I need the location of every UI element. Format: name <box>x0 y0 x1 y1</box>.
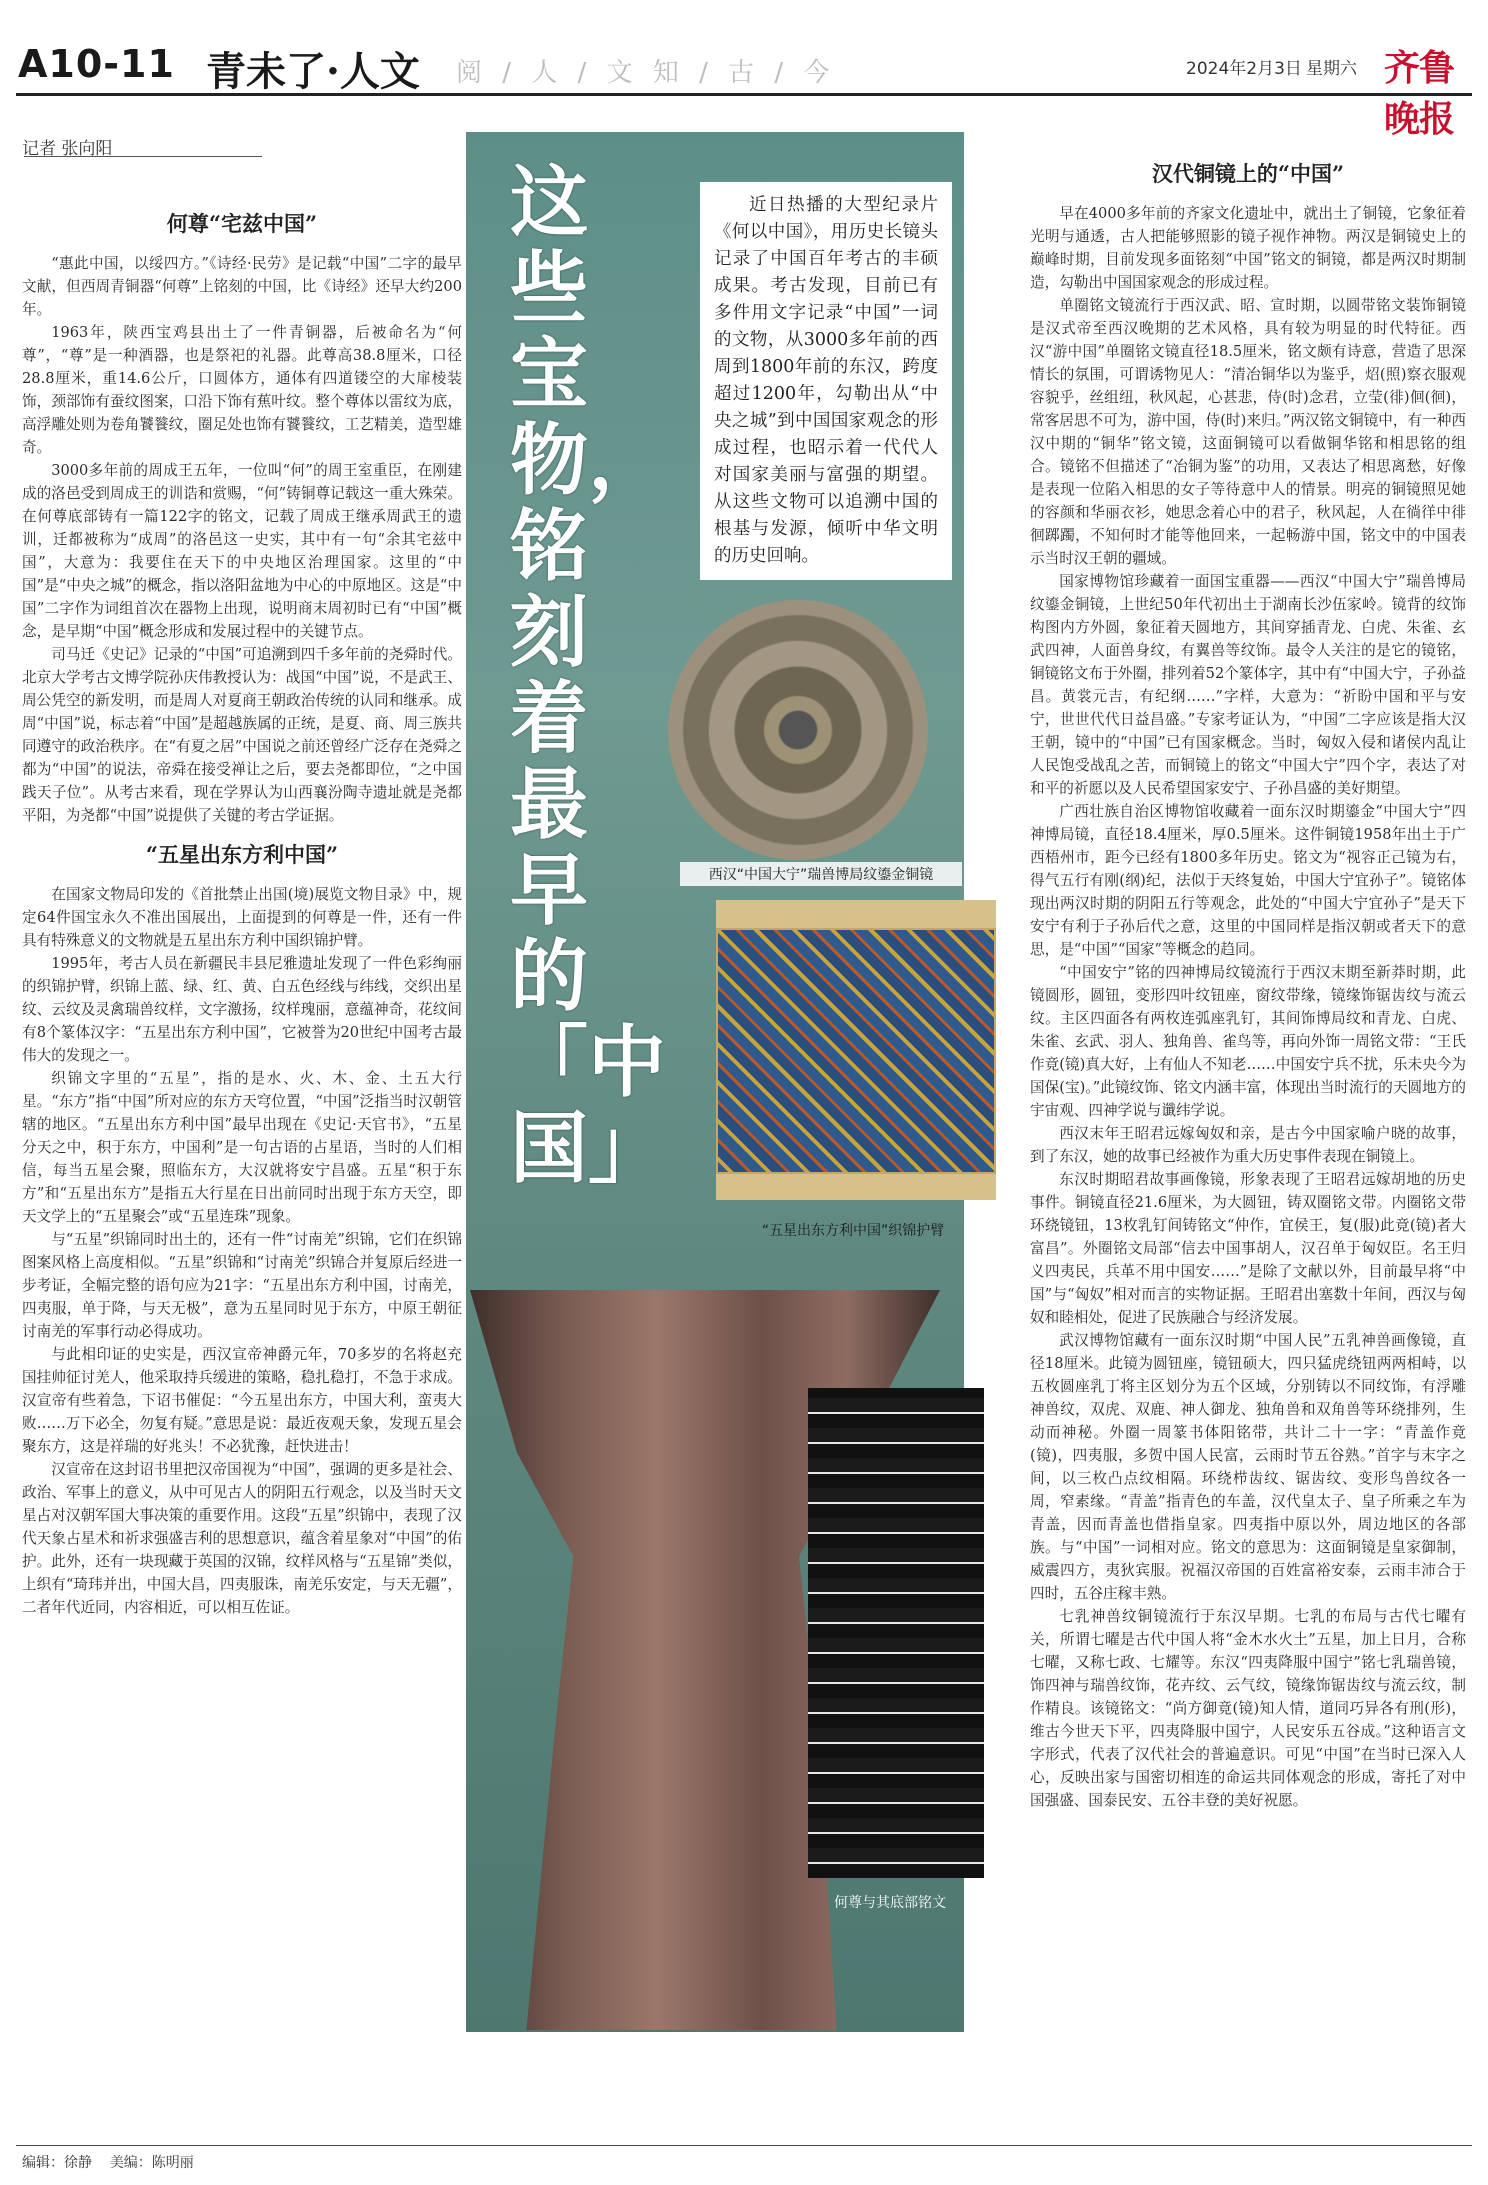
reporter-byline: 记者 张向阳 <box>22 139 113 159</box>
masthead <box>16 38 1472 140</box>
article-paragraph: 1995年，考古人员在新疆民丰县尼雅遗址发现了一件色彩绚丽的织锦护臂，织锦上蓝、绿、红、黄、白五色经线与纬线，交织出星纹、云纹及灵禽瑞兽纹样，文字激扬，纹样瑰丽，意蕴神奇，花纹间有8个篆体汉字：“五星出东方利中国”，它被誉为20世纪中国考古最伟大的发现之一。 <box>22 955 462 1064</box>
newspaper-logo[interactable]: 齐鲁晚报 <box>1384 47 1455 140</box>
article-paragraph: 织锦文字里的“五星”，指的是水、火、木、金、土五大行星。“东方”指“中国”所对应的东方天穹位置，“中国”泛指当时汉朝管辖的地区。“五星出东方利中国”最早出现在《史记·天官书》，“五星分天之中，积于东方，中国利”是一句古语的占星语，当时的人们相信，每当五星会聚，照临东方，大汉就将安宁昌盛。五星“积于东方”和“五星出东方”是指五大行星在日出前同时出现于东方天空，即天文学上的“五星聚会”或“五星连珠”现象。 <box>22 1070 462 1225</box>
subhead-five-stars: “五星出东方利中国” <box>145 842 339 867</box>
rubbing-caption: 何尊与其底部铭文 <box>834 1895 946 1911</box>
article-paragraph: 汉宣帝在这封诏书里把汉帝国视为“中国”，强调的更多是社会、政治、军事上的意义，从中可见古人的阴阳五行观念，以及当时天文星占对汉朝军国大事决策的重要作用。这段“五星”织锦中，表现了汉代天象占星术和祈求强盛吉利的思想意识，蕴含着星象对“中国”的佑护。此外，还有一块现藏于英国的汉锦，纹样风格与“五星锦”类似，上织有“琦玮并出，中国大昌，四夷服诛，南羌乐安定，与天无疆”，二者年代近同，内容相近，可以相互佐证。 <box>22 1461 462 1616</box>
section-title: 青未了·人文 <box>206 48 420 95</box>
mirror-caption: 西汉“中国大宁”瑞兽博局纹鎏金铜镜 <box>680 862 962 886</box>
article-paragraph: 西汉末年王昭君远嫁匈奴和亲，是古今中国家喻户晓的故事，到了东汉，她的故事已经被作为重大历史事件表现在铜镜上。 <box>1030 1125 1466 1165</box>
intro-box: 近日热播的大型纪录片《何以中国》，用历史长镜头记录了中国百年考古的丰硕成果。考古发现，目前已有多件用文字记录“中国”一词的文物，从3000多年前的西周到1800年前的东汉，跨度超过1200年，勾勒出从“中央之城”到中国国家观念的形成过程，也昭示着一代代人对国家美丽与富强的期望。从这些文物可以追溯中国的根基与发源，倾听中华文明的历史回响。 <box>700 182 952 580</box>
article-paragraph: “中国安宁”铭的四神博局纹镜流行于西汉末期至新莽时期，此镜圆形，圆钮，变形四叶纹钮座，窗纹带缘，镜缘饰锯齿纹与流云纹。主区四面各有两枚连弧座乳钉，其间饰博局纹和青龙、白虎、朱雀、玄武、羽人、独角兽、雀鸟等，再向外饰一周铭文带：“王氏作竟(镜)真大好，上有仙人不知老……中国安宁兵不扰，乐未央今为国保(宝)。”此镜纹饰、铭文内涵丰富，体现出当时流行的天圆地方的宇宙观、四神学说与谶纬学说。 <box>1030 964 1466 1119</box>
subhead-han-mirrors: 汉代铜镜上的“中国” <box>1151 161 1345 186</box>
textile-caption: “五星出东方利中国”织锦护臂 <box>761 1223 945 1239</box>
article-paragraph: 单圈铭文镜流行于西汉武、昭、宣时期，以圆带铭文装饰铜镜是汉式帝至西汉晚期的艺术风格，具有较为明显的时代特征。西汉“游中国”单圈铭文镜直径18.5厘米，铭文颇有诗意，营造了思深情长的氛围，可谓诱物见人：“清冶铜华以为鉴乎，炤(照)察衣服观容貌乎，丝组纽，秋风起，心甚悲，侍(时)念君，立莹(徘)佪(徊)，常客居思不可为，游中国，侍(时)来归。”两汉铭文铜镜中，有一种西汉中期的“铜华”铭文镜，这面铜镜可以看做铜华铭和相思铭的组合。镜铭不但描述了“冶铜为鉴”的功用，又表达了相思离愁，好像是表现一位陷入相思的女子等待意中人的情景。明亮的铜镜照见她的容颜和华丽衣衫，她思念着心中的君子，秋风起，人在徜徉中徘徊踯躅，不知何时才能等他回来，一起畅游中国，铭文中的中国表示当时汉王朝的疆域。 <box>1030 297 1466 567</box>
article-paragraph: “惠此中国，以绥四方。”《诗经·民劳》是记载“中国”二字的最早文献，但西周青铜器“何尊”上铭刻的中国，比《诗经》还早大约200年。 <box>22 255 462 318</box>
article-paragraph: 在国家文物局印发的《首批禁止出国(境)展览文物目录》中，规定64件国宝永久不准出国展出，上面提到的何尊是一件，还有一件具有特殊意义的文物就是五星出东方利中国织锦护臂。 <box>22 886 462 949</box>
subhead-he-zun: 何尊“宅兹中国” <box>166 211 318 236</box>
right-column <box>1030 146 1466 1812</box>
editor-credit: 编辑：徐静 <box>22 2155 92 2171</box>
article-paragraph: 3000多年前的周成王五年，一位叫“何”的周王室重臣，在刚建成的洛邑受到周成王的训诰和赏赐，“何”铸铜尊记载这一重大殊荣。在何尊底部铸有一篇122字的铭文，记载了周成王继承周武王的遗训，迁都被称为“成周”的洛邑这一史实，其中有一句“余其宅兹中国”，大意为：我要住在天下的中央地区治理国家。这里的“中国”是“中央之城”的概念，指以洛阳盆地为中心的中原地区。这是“中国”二字作为词组首次在器物上出现，说明商末周初时已有“中国”概念，是早期“中国”概念形成和发展过程中的关键节点。 <box>22 462 462 640</box>
section-tagline: 阅 / 人 / 文 知 / 古 / 今 <box>456 58 836 88</box>
article-paragraph: 与此相印证的史实是，西汉宣帝神爵元年，70多岁的名将赵充国挂帅征讨羌人，他采取持兵缓进的策略，稳扎稳打，不急于求成。汉宣帝有些着急，下诏书催促：“今五星出东方，中国大利，蛮夷大败……万下必全，勿复有疑。”意思是说：最近夜观天象，发现五星会聚东方，这是祥瑞的好兆头！不必犹豫，赶快进击！ <box>22 1346 462 1455</box>
article-paragraph: 广西壮族自治区博物馆收藏着一面东汉时期鎏金“中国大宁”四神博局镜，直径18.4厘米，厚0.5厘米。这件铜镜1958年出土于广西梧州市，距今已经有1800多年历史。铭文为“视容正己镜为右，得气五行有刚(纲)纪，法似于天终复始，中国大宁宜孙子”。镜铭体现出两汉时期的阴阳五行等观念，此处的“中国大宁宜孙子”是天下安宁有利于子孙后代之意，这里的中国同样是指汉朝或者天下的意思，是“中国”“国家”等概念的趋同。 <box>1030 803 1466 958</box>
bronze-mirror-photo <box>668 600 928 860</box>
issue-date: 2024年2月3日 <box>1186 59 1302 79</box>
page-number: A10-11 <box>18 42 175 86</box>
footer-rule <box>16 2145 1472 2146</box>
designer-credit: 美编：陈明丽 <box>109 2155 194 2171</box>
article-paragraph: 国家博物馆珍藏着一面国宝重器——西汉“中国大宁”瑞兽博局纹鎏金铜镜，上世纪50年代初出土于湖南长沙伍家岭。镜背的纹饰构图内方外圆，象征着天圆地方，其间穿插青龙、白虎、朱雀、玄武四神，人面兽身纹，有翼兽等纹饰。最令人关注的是它的镜铭，铜镜铭文布于外圈，排列着52个篆体字，其中有“中国大宁，子孙益昌。黄裳元吉，有纪纲……”字样，大意为：“祈盼中国和平与安宁，世世代代日益昌盛。”专家考证认为，“中国”二字应该是指大汉王朝，镜中的“中国”已有国家概念。当时，匈奴入侵和诸侯内乱让人民饱受战乱之苦，而铜镜上的铭文“中国大宁”四个字，表达了对和平的祈愿以及人民希望国家安宁、子孙昌盛的美好期望。 <box>1030 573 1466 797</box>
inscription-rubbing-photo <box>808 1388 984 1878</box>
article-paragraph: 七乳神兽纹铜镜流行于东汉早期。七乳的布局与古代七曜有关，所谓七曜是古代中国人将“金木水火土”五星，加上日月，合称七曜，又称七政、七耀等。东汉“四夷降服中国宁”铭七乳瑞兽镜，饰四神与瑞兽纹饰，花卉纹、云气纹，镜缘饰锯齿纹与流云纹，制作精良。该镜铭文：“尚方御竟(镜)知人情，道同巧异各有刑(形)，维古今世天下平，四夷降服中国宁，人民安乐五谷成。”这种语言文字形式，代表了汉代社会的普遍意识。可见“中国”在当时已深入人心，反映出家与国密切相连的命运共同体观念的形成，寄托了对中国强盛、国泰民安、五谷丰登的美好祝愿。 <box>1030 1608 1466 1809</box>
article-paragraph: 1963年，陕西宝鸡县出土了一件青铜器，后被命名为“何尊”，“尊”是一种酒器，也是祭祀的礼器。此尊高38.8厘米，口径28.8厘米，重14.6公斤，口圆体方，通体有四道镂空的大扉棱装饰，颈部饰有蚕纹图案，口沿下饰有蕉叶纹。整个尊体以雷纹为底，高浮雕处则为卷角饕餮纹，圈足处也饰有饕餮纹，工艺精美，造型雄奇。 <box>22 324 462 456</box>
article-paragraph: 武汉博物馆藏有一面东汉时期“中国人民”五乳神兽画像镜，直径18厘米。此镜为圆钮座，镜钮硕大，四只猛虎绕钮两两相峙，以五枚圆座乳丁将主区划分为五个区域，分别铸以不同纹饰，有浮雕神兽纹，双虎、双鹿、神人御龙、独角兽和双角兽等环绕排列，生动而神秘。外圈一周篆书体阳铭带，共计二十一字：“青盖作竟(镜)，四夷服，多贺中国人民富，云雨时节五谷熟。”首字与末字之间，以三枚凸点纹相隔。环绕栉齿纹、锯齿纹、变形鸟兽纹各一周，窄素缘。“青盖”指青色的车盖，汉代皇太子、皇子所乘之车为青盖，因而青盖也借指皇家。四夷指中原以外，周边地区的各部族。与“中国”一词相对应。铭文的意思为：这面铜镜是皇家御制，威震四方，夷狄宾服。祝福汉帝国的百姓富裕安泰，云雨丰沛合于四时，五谷庄稼丰熟。 <box>1030 1332 1466 1602</box>
article-paragraph: 与“五星”织锦同时出土的，还有一件“讨南羌”织锦，它们在织锦图案风格上高度相似。“五星”织锦和“讨南羌”织锦合并复原后经进一步考证，全幅完整的语句应为21字：“五星出东方利中国，讨南羌，四夷服，单于降，与天无极”，意为五星同时见于东方，中原王朝征讨南羌的军事行动必得成功。 <box>22 1231 462 1340</box>
article-paragraph: 早在4000多年前的齐家文化遗址中，就出土了铜镜，它象征着光明与通透，古人把能够照影的镜子视作神物。两汉是铜镜史上的巅峰时期，目前发现多面铭刻“中国”铭文的铜镜，都是两汉时期制造，勾勒出中国国家观念的形成过程。 <box>1030 205 1466 291</box>
left-column <box>22 196 462 1619</box>
feature-headline: 这些宝物，铭刻着最早的「中国」 <box>510 157 667 1194</box>
article-paragraph: 东汉时期昭君故事画像镜，形象表现了王昭君远嫁胡地的历史事件。铜镜直径21.6厘米，为大圆钮，铸双圈铭文带。内圈铭文带环绕镜钮，13枚乳钉间铸铭文“仲作，宜侯王，复(服)此竟(镜)者大富昌”。外圈铭文局部“信去中国事胡人，汉召单于匈奴臣。名王归义四夷民，兵革不用中国安……”是除了文献以外，目前最早将“中国”与“匈奴”相对而言的实物证据。王昭君出塞数十年间，西汉与匈奴和睦相处，促进了民族融合与经济发展。 <box>1030 1171 1466 1326</box>
issue-weekday: 星期六 <box>1306 59 1357 79</box>
byline-rule <box>24 156 262 157</box>
brocade-armguard-photo <box>716 900 996 1200</box>
article-paragraph: 司马迁《史记》记录的“中国”可追溯到四千多年前的尧舜时代。北京大学考古文博学院孙庆伟教授认为：战国“中国”说，不是武王、周公凭空的新发明，而是周人对夏商王朝政治传统的认同和继承。成周“中国”说，标志着“中国”是超越族属的正统，是夏、商、周三族共同遵守的政治秩序。在“有夏之居”中国说之前还曾经广泛存在尧舜之都为“中国”的说法，帝舜在接受禅让之后，要去尧都即位，“之中国践天子位”。从考古来看，现在学界认为山西襄汾陶寺遗址就是尧都平阳，为尧都“中国”说提供了关键的考古学证据。 <box>22 646 462 824</box>
footer-credits <box>22 2152 194 2172</box>
